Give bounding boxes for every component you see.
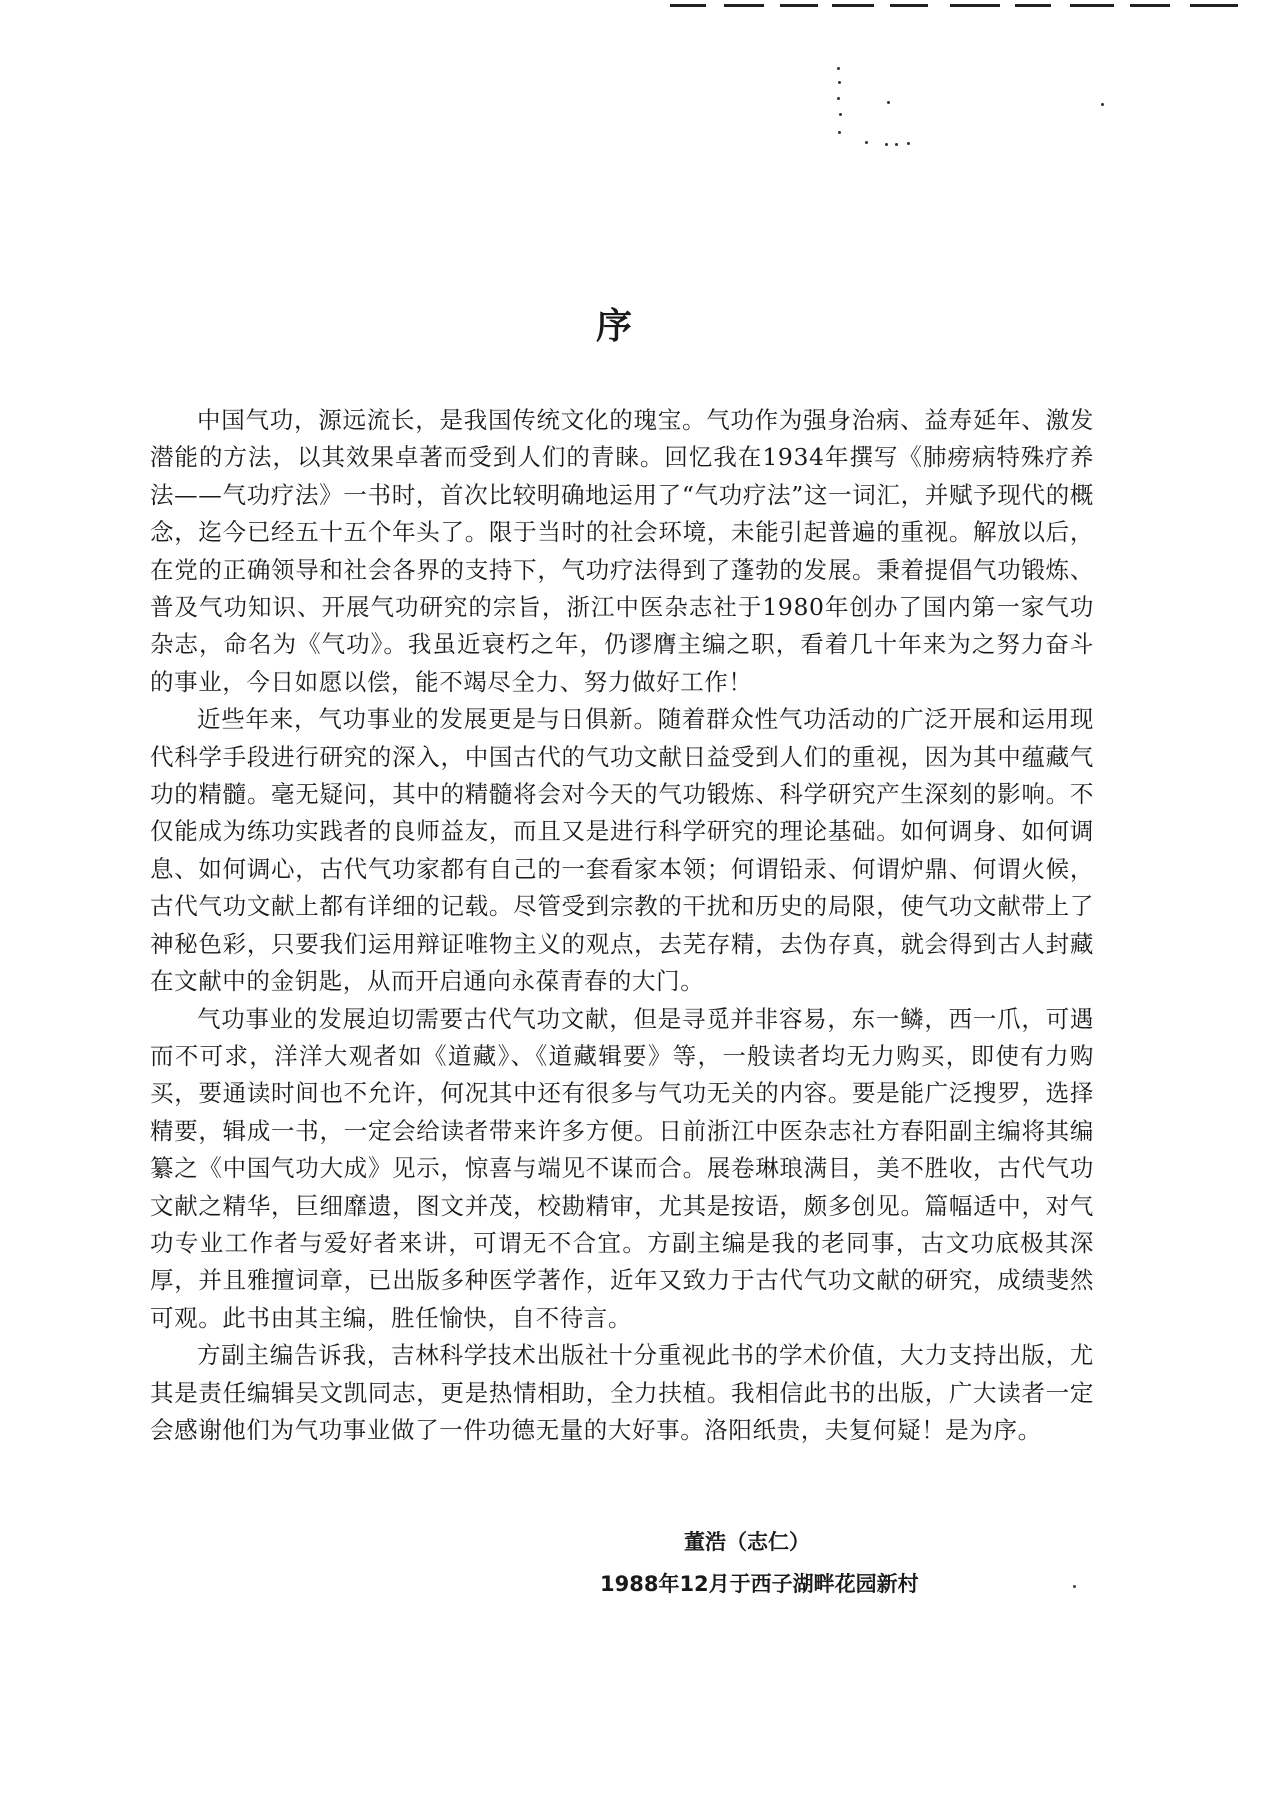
scan-edge-marks (670, 0, 1270, 12)
paragraph: 近些年来，气功事业的发展更是与日俱新。随着群众性气功活动的广泛开展和运用现代科学手段进行研究的深入，中国古代的气功文献日益受到人们的重视，因为其中蕴藏气功的精髓。毫无疑问，其中的精髓将会对今天的气功锻炼、科学研究产生深刻的影响。不仅能成为练功实践者的良师益友，而且又是进行科学研究的理论基础。如何调身、如何调息、如何调心，古代气功家都有自己的一套看家本领；何谓铅汞、何谓炉鼎、何谓火候，古代气功文献上都有详细的记载。尽管受到宗教的干扰和历史的局限，使气功文献带上了神秘色彩，只要我们运用辩证唯物主义的观点，去芜存精，去伪存真，就会得到古人封藏在文献中的金钥匙，从而开启通向永葆青春的大门。 (150, 705, 1094, 996)
paragraph: 方副主编告诉我，吉林科学技术出版社十分重视此书的学术价值，大力支持出版，尤其是责任编辑吴文凯同志，更是热情相助，全力扶植。我相信此书的出版，广大读者一定会感谢他们为气功事业做了一件功德无量的大好事。洛阳纸贵，夫复何疑！是为序。 (150, 1341, 1094, 1444)
scan-noise-dot (1073, 1585, 1076, 1588)
author-name: 董浩（志仁） (684, 1530, 810, 1554)
page-title: 序 (595, 306, 634, 347)
scan-noise-dots (835, 65, 1115, 155)
signature-date: 1988年12月于西子湖畔花园新村 (600, 1572, 919, 1596)
preface-body (150, 402, 1094, 1449)
paragraph: 气功事业的发展迫切需要古代气功文献，但是寻觅并非容易，东一鳞，西一爪，可遇而不可求，洋洋大观者如《道藏》、《道藏辑要》等，一般读者均无力购买，即使有力购买，要通读时间也不允许，何况其中还有很多与气功无关的内容。要是能广泛搜罗，选择精要，辑成一书，一定会给读者带来许多方便。日前浙江中医杂志社方春阳副主编将其编纂之《中国气功大成》见示，惊喜与端见不谋而合。展卷琳琅满目，美不胜收，古代气功文献之精华，巨细靡遗，图文并茂，校勘精审，尤其是按语，颇多创见。篇幅适中，对气功专业工作者与爱好者来讲，可谓无不合宜。方副主编是我的老同事，古文功底极其深厚，并且雅擅词章，已出版多种医学著作，近年又致力于古代气功文献的研究，成绩斐然可观。此书由其主编，胜任愉快，自不待言。 (150, 1004, 1094, 1332)
paragraph: 中国气功，源远流长，是我国传统文化的瑰宝。气功作为强身治病、益寿延年、激发潜能的方法，以其效果卓著而受到人们的青睐。回忆我在1934年撰写《肺痨病特殊疗养法——气功疗法》一书时，首次比较明确地运用了“气功疗法”这一词汇，并赋予现代的概念，迄今已经五十五个年头了。限于当时的社会环境，未能引起普遍的重视。解放以后，在党的正确领导和社会各界的支持下，气功疗法得到了蓬勃的发展。秉着提倡气功锻炼、普及气功知识、开展气功研究的宗旨，浙江中医杂志社于1980年创办了国内第一家气功杂志，命名为《气功》。我虽近衰朽之年，仍谬膺主编之职，看着几十年来为之努力奋斗的事业，今日如愿以偿，能不竭尽全力、努力做好工作！ (150, 406, 1094, 696)
